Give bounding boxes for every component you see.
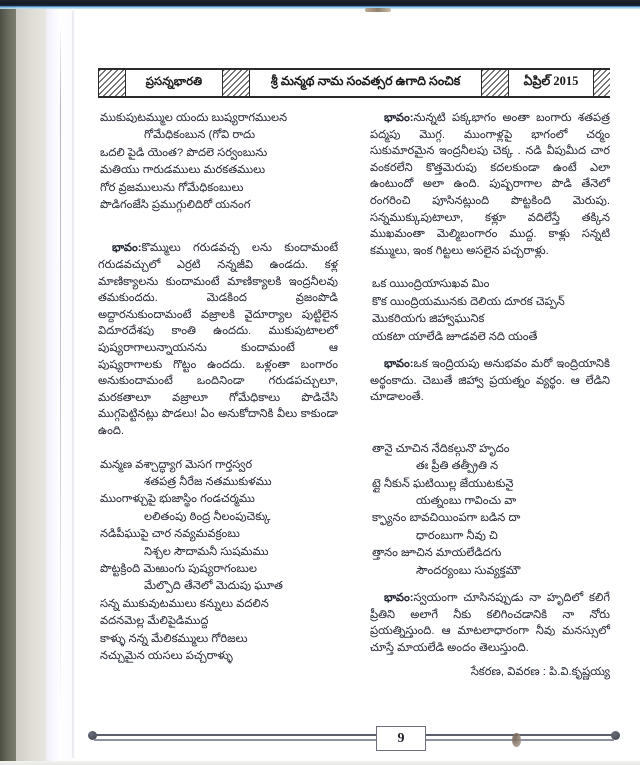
verse-line: సన్న ముకువుటములు కన్నులు వదలిన (100, 597, 269, 610)
commentary-label: భావం: (112, 242, 142, 255)
header-hatch-ornament-mid-right (481, 70, 509, 96)
verse-line: పొడిగంజేసి ప్రముగ్గులిదిరో యనంగ (100, 199, 251, 212)
verse-block-top (98, 110, 338, 214)
verse-line: ట్లై నీకున్ ఘటియిల్ల జేయుటకునై (372, 477, 514, 490)
verse-line: తానై చూచిన నేదికల్గునొ హృదం (372, 442, 510, 455)
verse-line: శతపత్ర నీరేజ నతముకుళము (144, 475, 272, 488)
block-spacer (370, 415, 610, 441)
verse-line: నడిపీఘుపై చార నవ్యమవక్రంబు (100, 528, 240, 541)
block-spacer (98, 449, 338, 457)
commentary-label: భావం: (384, 112, 414, 124)
commentary-label: భావం: (384, 357, 414, 370)
book-gutter-glare (46, 0, 72, 765)
commentary-text: స్వయంగా చూసినప్పుడు నా హృదిలో కలిగే ప్రీతిని అలాగే నీకు కలిగించడానికి నా నోరు ప్రయత్నిస్తుంది. ఆ మాటలాధారంగా నీవు మనస్సులో చూస్తే మాయలేడి అందం తెలుస్తుంది. (370, 592, 610, 654)
verse-line: వదనమెల్ల మేలిపైడిముద్ద (100, 615, 209, 628)
verse-line: ముంగాళ్చుపై భుజాస్థిం గండచర్మము (100, 493, 255, 506)
page-left-shadow (72, 10, 75, 758)
header-title: శ్రీ మన్మథ నామ సంవత్సర ఉగాది సంచిక (270, 74, 461, 88)
verse-block-last (370, 441, 610, 580)
verse-line: ఒక యిుంద్రియాసుఖవ మిం (372, 278, 490, 291)
scanner-bed-left-light (16, 0, 48, 765)
verse-line: సౌందర్యంబు సువ్యక్తమౌ (416, 564, 521, 577)
body-columns (98, 110, 610, 710)
verse-line: లలితంపు ఠింద్ర నీలంపుచెక్కు (144, 510, 271, 523)
page-number-badge: 9 (376, 726, 426, 751)
verse-line: మేల్పొది తేనెలో మెదుపు ఘూత (144, 580, 283, 593)
scan-artifact-smudge-bottom (512, 733, 521, 747)
verse-line: కాళ్ళు నన్న మేలికమ్ములు గోరిజలు (100, 632, 248, 645)
verse-line: గోర వ్రజములును గోమేధికంబులు (100, 181, 244, 194)
book-gutter-crease (60, 22, 61, 732)
verse-line: నచ్చుమైన యసలు పచ్చరాళ్ళు (100, 650, 233, 663)
verse-block-middle (370, 276, 610, 346)
verse-line: ముకుపుటమ్ముల యందు బుష్యరాగములన (100, 112, 288, 124)
verse-line: యత్నంబు గావించు వా (416, 494, 517, 507)
header-brand: ప్రసన్నభారతి (145, 76, 203, 88)
scan-artifact-smudge-top (365, 8, 391, 12)
verse-line: కొక యింద్రియమునకు దెలియ దూరక చెప్పన్ (372, 295, 565, 308)
commentary-text: ఒక ఇంద్రియపు అనుభవం మరో ఇంద్రియానికి అర్థంకాదు. చెబుతే జిహ్వా ప్రయత్నం వ్యర్థం. ఆ లేడిని చూడాలంతే. (370, 357, 610, 404)
verse-line: గోమేధికంబున (గోవి రాదు (144, 129, 256, 142)
commentary-paragraph-3 (370, 356, 610, 406)
header-issue-date: ఏప్రిల్ 2015 (523, 74, 579, 88)
verse-line: క్ఫ్యానం బావచియింపగా బడిన దా (372, 512, 521, 525)
commentary-paragraph-4 (370, 590, 610, 656)
verse-line: మొకరియగు జిహ్వాఘునిక (372, 313, 485, 326)
block-spacer (370, 268, 610, 276)
page-footer (80, 722, 628, 756)
verse-block-bottom (98, 457, 338, 666)
commentary-paragraph-2 (370, 110, 610, 259)
header-hatch-ornament-left (98, 70, 126, 96)
block-spacer (98, 224, 338, 240)
commentary-paragraph-1 (98, 240, 338, 439)
header-hatch-ornament-mid-left (222, 70, 250, 96)
page-sheet (72, 10, 632, 758)
commentary-label: భావం: (384, 592, 414, 604)
verse-line: పొట్టక్రింది మెఱుంగు పుష్యరాగంబుల (100, 563, 257, 575)
scanner-bed-left-dark (0, 0, 16, 765)
commentary-text: కొమ్ములు గరుడవచ్చ లను కుందామంటే గరుడవచ్చులో ఎర్రటి నన్నజీవి ఉండదు. కళ్ల మాణిక్యాలను కుందామంటే మాణిక్యాలకి ఇంద్రనీలవు తమకుందదు. మెడకింద వ్రజంపొడి అద్దారనుకుందామంటే వజ్రాలకి వైదూర్యాల పుట్టిలైన విదూరదేశపు కాంతి ఉందదు. ముకుపుటాలలో పుష్యరాగాలున్నాయనను కుందామంటే ఆ పుష్యరాగాలకు గొట్టం ఉందదు. ఒళ్లంతా బంగారం అనుకుందామంటే ఒందినిండా గరుడపచ్చులూ, మరకతాలూ వజ్రాలూ గోమేధికాలు పొడిచేసి ముగ్గపెట్టినట్లు పొడలు! ఏం అనుకోదానికి వీలు కాకుండా ఉంది. (98, 242, 338, 437)
verse-line: ఒదలి పైడి యెంత? పొదలె సర్వంబును (100, 146, 268, 159)
verse-line: మన్మణ వశ్చాద్ధ్యాగ మెసగ గార్తస్వర (100, 458, 253, 471)
verse-line: ధారంబుగా నీవు చి (416, 529, 498, 542)
verse-line: మతియు గారుడములు మరకతములు (100, 164, 266, 177)
column-right (370, 110, 610, 681)
verse-line: తః ప్రీతి తత్ప్రీతి న (416, 460, 499, 473)
scanner-lid-light-line (0, 6, 640, 9)
verse-line: నిశ్చల సౌదామనీ సుషమము (144, 545, 269, 558)
footer-rule-left-lower (94, 739, 376, 741)
header-rule-bottom (98, 96, 610, 98)
column-left (98, 110, 338, 675)
article-credit: సేకరణ, వివరణ : పి.వి.కృష్ణయ్య (470, 666, 610, 679)
commentary-text: నున్నటి పక్కభాగం అంతా బంగారు శతపత్ర పద్మపు మొగ్గ. ముంగాళ్లపై భాగంలో చర్మం సుకుమారమైన ఇంద్రనీలపు చెక్క . నడి వీపుమీద చార వంకరలేని కొత్తమెరుపు కదలకుండా ఉంటే ఎలా ఉంటుందో అలా ఉంది. పుష్పరాగాల పొడి తేనెలో రంగరించి పూసినట్లుంది పొట్టకింది మెరుపు. సన్నముక్కుపుటాలూ, కళ్లూ వదిలేస్తే తక్కిన ముఖమంతా మెల్మిబంగారం ముద్ద. కాళ్లు సన్నటి కమ్ములు, ఇంక గిట్టలు అసలైన పచ్చరాళ్లు. (370, 112, 610, 257)
scanner-bed-bottom-band (0, 761, 640, 765)
footer-rule-left-upper (94, 734, 376, 736)
header-hatch-ornament-right (593, 70, 610, 96)
verse-line: యకటా యాలేడి జూడవలె నది యంతే (372, 330, 538, 343)
verse-line: త్తానం జూచిన మాయలేడిదగు (372, 547, 502, 560)
running-header (98, 68, 610, 98)
